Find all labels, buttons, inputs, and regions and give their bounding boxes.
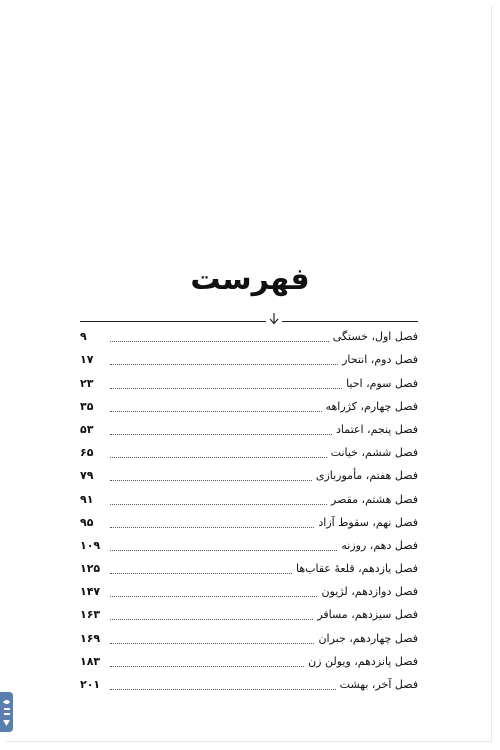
dot-leader	[110, 550, 337, 551]
toc-entry	[80, 485, 418, 508]
toc-chapter-title: فصل سیزدهم، مسافر	[317, 608, 418, 622]
toc-chapter-title: فصل دهم، روزنه	[341, 538, 418, 552]
dot-leader	[110, 619, 313, 620]
toc-entry	[80, 369, 418, 392]
toc-page-number: ۱۸۳	[80, 654, 101, 668]
toc-entry	[80, 648, 418, 671]
toc-chapter-title: فصل ششم، خیانت	[330, 446, 418, 460]
dot-leader	[110, 666, 304, 667]
toc-page-number: ۹	[80, 330, 87, 344]
toc-chapter-title: فصل پانزدهم، ویولن زن	[308, 654, 418, 668]
toc-entry	[80, 509, 418, 532]
dot-leader	[110, 689, 336, 690]
toc-page-number: ۹۵	[80, 515, 94, 529]
toc-chapter-title: فصل چهارم، کژراهه	[325, 399, 418, 413]
toc-chapter-title: فصل هفتم، مأموربازی	[315, 469, 418, 483]
dot-leader	[110, 643, 314, 644]
toc-chapter-title: فصل نهم، سقوط آزاد	[318, 515, 418, 529]
toc-chapter-title: فصل دوم، انتحار	[342, 353, 418, 367]
toc-entry	[80, 671, 418, 694]
toc-list	[80, 323, 418, 694]
toc-page-number: ۲۰۱	[80, 678, 101, 691]
dot-leader	[110, 364, 338, 365]
dot-leader	[110, 434, 332, 435]
title-rule	[80, 321, 418, 322]
dot-leader	[110, 504, 327, 505]
dot-leader	[110, 573, 292, 574]
dot-leader	[110, 411, 322, 412]
toc-page-number: ۹۱	[80, 492, 94, 506]
toc-page-number: ۲۳	[80, 376, 94, 390]
toc-page-number: ۱۶۹	[80, 631, 101, 645]
toc-entry	[80, 346, 418, 369]
publisher-logo-icon	[0, 690, 14, 734]
toc-page-number: ۱۲۵	[80, 562, 101, 576]
toc-chapter-title: فصل دوازدهم، لژیون	[321, 585, 418, 599]
toc-entry	[80, 578, 418, 601]
toc-chapter-title: فصل هشتم، مقصر	[331, 492, 418, 506]
toc-entry	[80, 323, 418, 346]
toc-page-number: ۶۵	[80, 446, 94, 460]
toc-entry	[80, 601, 418, 624]
dot-leader	[110, 596, 317, 597]
dot-leader	[110, 480, 312, 481]
toc-entry	[80, 532, 418, 555]
toc-entry	[80, 416, 418, 439]
toc-page-number: ۳۵	[80, 399, 94, 413]
dot-leader	[110, 457, 327, 458]
dot-leader	[110, 388, 342, 389]
toc-chapter-title: فصل چهاردهم، جبران	[318, 631, 418, 645]
dot-leader	[110, 527, 314, 528]
toc-chapter-title: فصل اول، خستگی	[332, 330, 418, 344]
toc-chapter-title: فصل آخر، بهشت	[339, 678, 418, 691]
toc-page-number: ۱۰۹	[80, 538, 101, 552]
toc-page-number: ۷۹	[80, 469, 94, 483]
dot-leader	[110, 341, 329, 342]
toc-page-number: ۱۴۷	[80, 585, 101, 599]
toc-entry	[80, 393, 418, 416]
toc-entry	[80, 624, 418, 647]
toc-entry	[80, 555, 418, 578]
toc-page-number: ۵۳	[80, 422, 94, 436]
toc-entry	[80, 439, 418, 462]
toc-chapter-title: فصل سوم، احیا	[346, 376, 418, 390]
toc-chapter-title: فصل پنجم، اعتماد	[335, 422, 418, 436]
toc-chapter-title: فصل یازدهم، قلعهٔ عقاب‌ها	[295, 562, 418, 576]
toc-entry	[80, 462, 418, 485]
toc-page-number: ۱۷	[80, 353, 94, 367]
page-title: فهرست	[190, 262, 310, 297]
toc-page-number: ۱۶۳	[80, 608, 101, 622]
